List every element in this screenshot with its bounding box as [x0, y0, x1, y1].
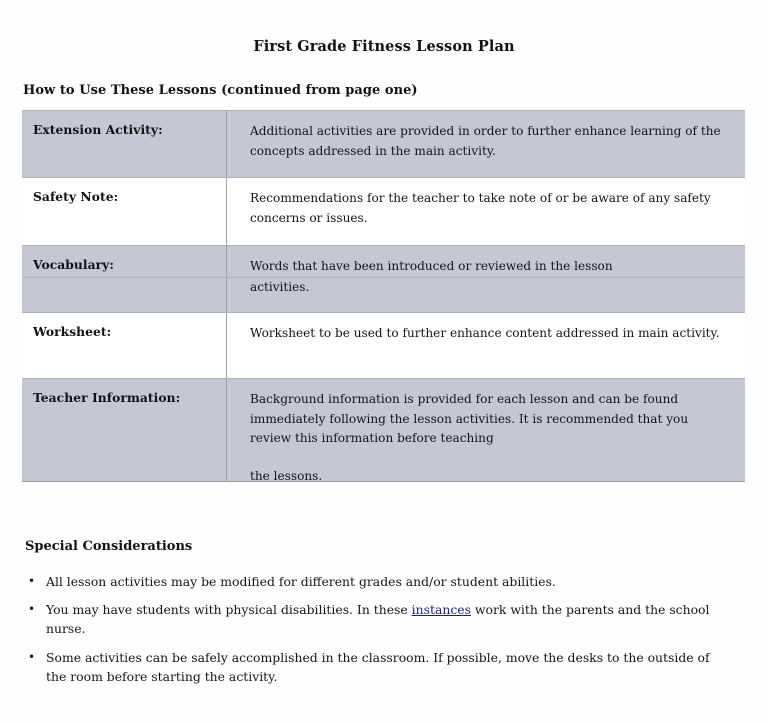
- row-body: [226, 379, 745, 481]
- instances-link[interactable]: instances: [411, 602, 471, 618]
- special-considerations-heading: Special Considerations: [25, 539, 193, 554]
- row-label: Vocabulary:: [33, 257, 114, 272]
- table-row: [22, 312, 745, 378]
- list-item: [25, 600, 725, 638]
- list-item-text: Some activities can be safely accomplished in the classroom. If possible, move the desks to the outside of the room before starting the activity.: [46, 649, 710, 684]
- table-row: [22, 245, 745, 277]
- row-label: Teacher Information:: [33, 390, 181, 405]
- table-row: [22, 177, 745, 245]
- bullet-icon: •: [28, 602, 36, 617]
- table-row-continuation: [22, 277, 745, 312]
- table-row: [22, 378, 745, 482]
- row-label: Safety Note:: [33, 189, 119, 204]
- body-blank-line: [250, 449, 729, 467]
- row-body-part2: the lessons.: [250, 468, 323, 483]
- list-item: [25, 648, 725, 686]
- bullet-icon: •: [28, 649, 36, 664]
- list-item-text-after: work with the parents and the school nurse.: [46, 602, 710, 637]
- row-body: Additional activities are provided in order to further enhance learning of the concepts addressed in the main activity.: [226, 111, 745, 177]
- list-item: [25, 572, 725, 591]
- lesson-components-table: [22, 110, 745, 482]
- table-row: [22, 110, 745, 177]
- row-body: Worksheet to be used to further enhance content addressed in main activity.: [226, 313, 745, 378]
- bullet-icon: •: [28, 574, 36, 588]
- row-body-continued: activities.: [226, 278, 745, 312]
- row-body-part1: Background information is provided for each lesson and can be found immediately following the lesson activities. It is recommended that you review this information before teaching: [250, 392, 689, 446]
- special-considerations-list: [25, 572, 725, 695]
- list-item-text: All lesson activities may be modified for different grades and/or student abilities.: [46, 574, 556, 589]
- row-label: Worksheet:: [33, 324, 112, 339]
- row-label: Extension Activity:: [33, 122, 163, 137]
- row-label-empty: [22, 278, 226, 312]
- row-body: Recommendations for the teacher to take note of or be aware of any safety concerns or issues.: [226, 178, 745, 245]
- page-title: First Grade Fitness Lesson Plan: [253, 38, 515, 55]
- row-body: Words that have been introduced or reviewed in the lesson: [226, 246, 745, 277]
- list-item-text: You may have students with physical disabilities. In these: [46, 602, 412, 618]
- section-heading: How to Use These Lessons (continued from page one): [23, 83, 418, 98]
